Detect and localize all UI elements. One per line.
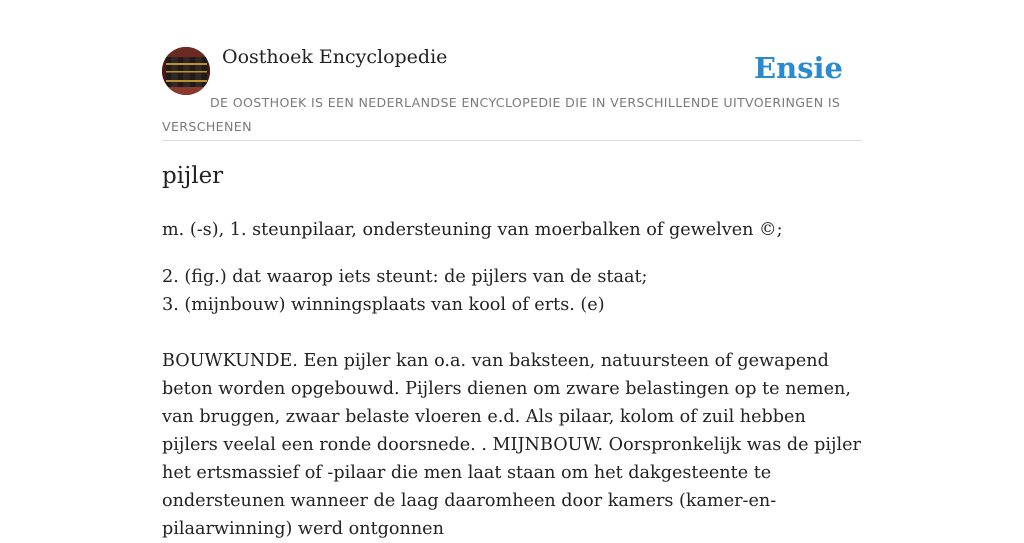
site-tagline: DE OOSTHOEK IS EEN NEDERLANDSE ENCYCLOPEDIE DIE IN VERSCHILLENDE UITVOERINGEN IS VERSCHENEN [162, 95, 841, 134]
avatar[interactable] [162, 47, 210, 95]
page-title: pijler [162, 163, 224, 189]
article-text: BOUWKUNDE. Een pijler kan o.a. van baksteen, natuursteen of gewapend beton worden opgebouwd. Pijlers dienen om zware belastingen op te nemen, van bruggen, zwaar belaste vloeren e.d. Als pilaar, kolom of zuil hebben pijlers veelal een ronde doorsnede. . MIJNBOUW. Oorspronkelijk was de pijler het ertsmassief of -pilaar die men laat staan om het dakgesteente te ondersteunen wanneer de laag daaromheen door kamers (kamer-en-pilaarwinning) werd ontgonnen [162, 351, 861, 539]
definition-3: 3. (mijnbouw) winningsplaats van kool of erts. (e) [162, 295, 605, 315]
brand-logo[interactable]: Ensie [754, 51, 843, 85]
site-title[interactable]: Oosthoek Encyclopedie [222, 46, 448, 68]
definition-1: m. (-s), 1. steunpilaar, ondersteuning van moerbalken of gewelven ©; [162, 220, 783, 240]
page-content [162, 0, 862, 539]
site-header [162, 0, 862, 141]
bookshelf-icon [162, 47, 210, 95]
definition-2: 2. (fig.) dat waarop iets steunt: de pijlers van de staat; [162, 267, 648, 287]
